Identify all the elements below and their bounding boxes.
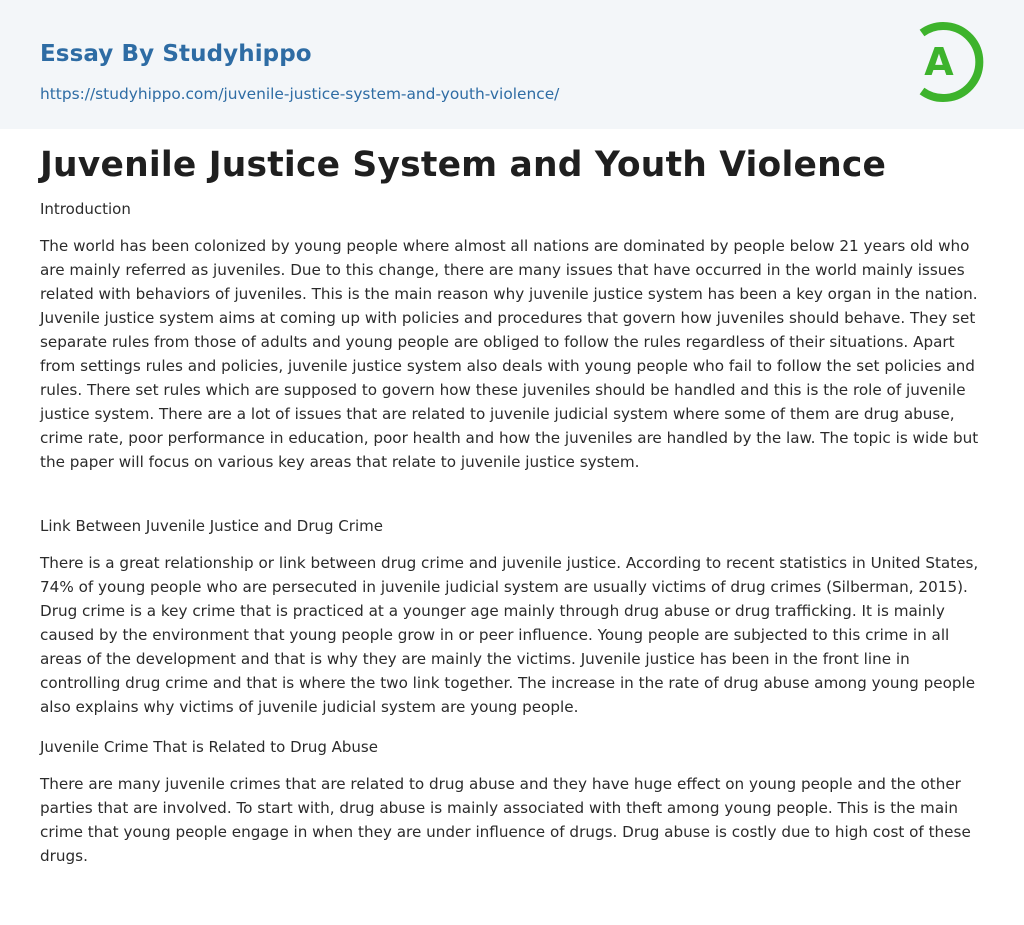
page-title: Juvenile Justice System and Youth Violence — [40, 145, 887, 185]
brand-title[interactable]: Essay By Studyhippo — [40, 41, 312, 67]
essay-url-link[interactable]: https://studyhippo.com/juvenile-justice-system-and-youth-violence/ — [40, 85, 560, 103]
logo-letter: A — [924, 40, 954, 84]
section-heading-drug-abuse-crime: Juvenile Crime That is Related to Drug Abuse — [40, 738, 378, 756]
section-paragraph-introduction: The world has been colonized by young people where almost all nations are dominated by people below 21 years old who are mainly referred as juveniles. Due to this change, there are many issues that have occurred in the world mainly issues related with behaviors of juveniles. This is the main reason why juvenile justice system has been a key organ in the nation. Juvenile justice system aims at coming up with policies and procedures that govern how juveniles should behave. They set separate rules from those of adults and young people are obliged to follow the rules regardless of their situations. Apart from settings rules and policies, juvenile justice system also deals with young people who fail to follow the set policies and rules. There set rules which are supposed to govern how these juveniles should be handled and this is the role of juvenile justice system. There are a lot of issues that are related to juvenile judicial system where some of them are drug abuse, crime rate, poor performance in education, poor health and how the juveniles are handled by the law. The topic is wide but the paper will focus on various key areas that relate to juvenile justice system. — [40, 237, 979, 471]
studyhippo-logo-icon[interactable] — [912, 19, 986, 105]
section-heading-drug-crime-link: Link Between Juvenile Justice and Drug Crime — [40, 517, 383, 535]
section-heading-introduction: Introduction — [40, 200, 131, 218]
section-paragraph-drug-abuse-crime: There are many juvenile crimes that are related to drug abuse and they have huge effect on young people and the other parties that are involved. To start with, drug abuse is mainly associated with theft among young people. This is the main crime that young people engage in when they are under influence of drugs. Drug abuse is costly due to high cost of these drugs. — [40, 775, 971, 865]
section-paragraph-drug-crime-link: There is a great relationship or link between drug crime and juvenile justice. According to recent statistics in United States, 74% of young people who are persecuted in juvenile judicial system are usually victims of drug crimes (Silberman, 2015). Drug crime is a key crime that is practiced at a younger age mainly through drug abuse or drug trafficking. It is mainly caused by the environment that young people grow in or peer influence. Young people are subjected to this crime in all areas of the development and that is why they are mainly the victims. Juvenile justice has been in the front line in controlling drug crime and that is where the two link together. The increase in the rate of drug abuse among young people also explains why victims of juvenile judicial system are young people. — [40, 554, 979, 716]
